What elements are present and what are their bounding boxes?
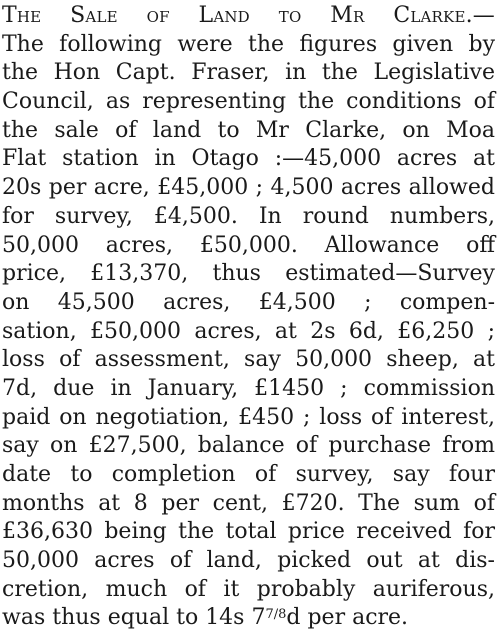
article-line: The following were the figures given by xyxy=(2,31,495,57)
article-line: £36,630 being the total price received for xyxy=(2,519,495,545)
article-line: Council, as representing the conditions of xyxy=(2,89,495,115)
article-line: date to completion of survey, say four xyxy=(2,462,495,487)
article-line: 50,000 acres, £50,000. Allowance off xyxy=(2,232,495,258)
last-line-suffix: d per acre. xyxy=(286,605,409,631)
article-line: say on £27,500, balance of purchase from xyxy=(2,433,495,459)
article-line: cretion, much of it probably auriferous, xyxy=(2,576,495,602)
article-line: price, £13,370, thus estimated—Survey xyxy=(2,261,495,287)
article-line: 20s per acre, £45,000 ; 4,500 acres allowed xyxy=(2,175,495,201)
last-line-prefix: was thus equal to 14s 7 xyxy=(2,605,266,631)
article-line: the sale of land to Mr Clarke, on Moa xyxy=(2,117,495,143)
article-line: months at 8 per cent, £720. The sum of xyxy=(2,490,495,516)
article-line: loss of assessment, say 50,000 sheep, at xyxy=(2,347,495,373)
article-line: sation, £50,000 acres, at 2s 6d, £6,250 ; xyxy=(2,318,495,344)
article-last-line xyxy=(2,604,495,633)
article-line: on 45,500 acres, £4,500 ; compen- xyxy=(2,289,495,315)
article-body xyxy=(2,31,495,605)
article-line: the Hon Capt. Fraser, in the Legislative xyxy=(2,60,495,86)
fraction-seven-eighths: 7/8 xyxy=(265,607,287,623)
article-line: 7d, due in January, £1450 ; commission xyxy=(2,375,495,401)
article-line: Flat station in Otago :—45,000 acres at xyxy=(2,146,495,172)
article-line: 50,000 acres of land, picked out at dis- xyxy=(2,548,495,574)
article-headline: The Sale of Land to Mr Clarke.— xyxy=(2,3,495,28)
news-article xyxy=(2,2,495,631)
article-line: paid on negotiation, £450 ; loss of interest, xyxy=(2,404,495,430)
article-line: for survey, £4,500. In round numbers, xyxy=(2,203,495,229)
